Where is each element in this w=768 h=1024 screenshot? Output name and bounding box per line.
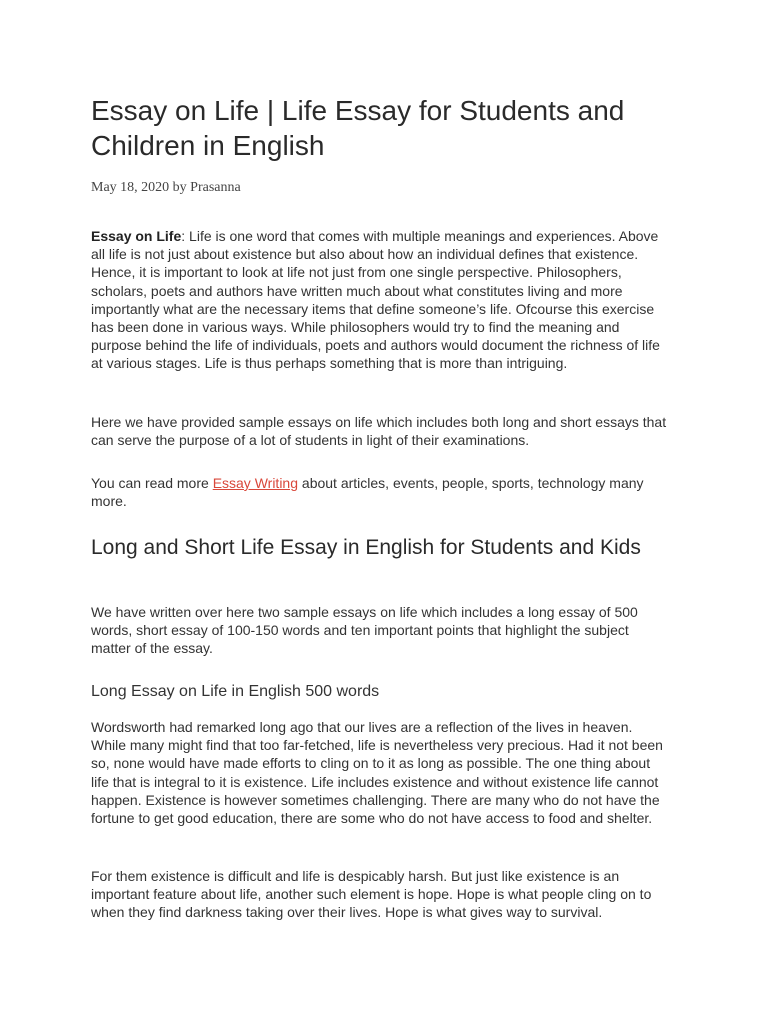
- page-title: Essay on Life | Life Essay for Students and Children in English: [91, 95, 625, 161]
- read-more-before: You can read more: [91, 475, 213, 491]
- section-paragraph: We have written over here two sample essays on life which includes a long essay of 500 words, short essay of 100-150 words and ten important points that highlight the subject matter of the essay.: [91, 604, 638, 657]
- post-date: May 18, 2020: [91, 180, 170, 195]
- essay-writing-link[interactable]: Essay Writing: [212, 475, 299, 491]
- read-more-paragraph: [91, 474, 671, 510]
- intro-lead: Essay on Life: [91, 228, 182, 244]
- intro-text: : Life is one word that comes with multiple meanings and experiences. Above all life is not just about existence but also about how an individual defines that existence. Hence, it is important to look at life not just from one single perspective. Philosophers, scholars, poets and authors have written much about what constitutes living and more importantly what are the necessary items that define someone’s life. Ofcourse this exercise has been done in various ways. While philosophers would try to find the meaning and purpose behind the life of individuals, poets and authors would document the richness of life at various stages. Life is thus perhaps something that is more than intriguing.: [91, 228, 660, 372]
- post-by: by: [172, 180, 187, 195]
- read-more-after: about articles, events, people, sports, technology many more.: [91, 475, 644, 510]
- intro-paragraph: [91, 227, 671, 373]
- section-heading: Long and Short Life Essay in English for Students and Kids: [91, 536, 641, 559]
- long-essay-paragraph: Wordsworth had remarked long ago that our lives are a reflection of the lives in heaven. While many might find that too far-fetched, life is nevertheless very precious. Had it not been so, none would have made efforts to cling on to it as long as possible. The one thing about life that is integral to it is existence. Life includes existence and without existence life cannot happen. Existence is however sometimes challenging. There are many who do not have the fortune to get good education, there are some who do not have access to food and shelter.: [91, 719, 663, 827]
- subheading: Long Essay on Life in English 500 words: [91, 683, 380, 700]
- post-meta: [91, 180, 241, 196]
- samples-paragraph: Here we have provided sample essays on life which includes both long and short essays that can serve the purpose of a lot of students in light of their examinations.: [91, 414, 667, 449]
- long-essay-paragraph: For them existence is difficult and life is despicably harsh. But just like existence is an important feature about life, another such element is hope. Hope is what people cling on to when they find darkness taking over their lives. Hope is what gives way to survival.: [91, 868, 652, 921]
- post-author[interactable]: Prasanna: [190, 180, 241, 195]
